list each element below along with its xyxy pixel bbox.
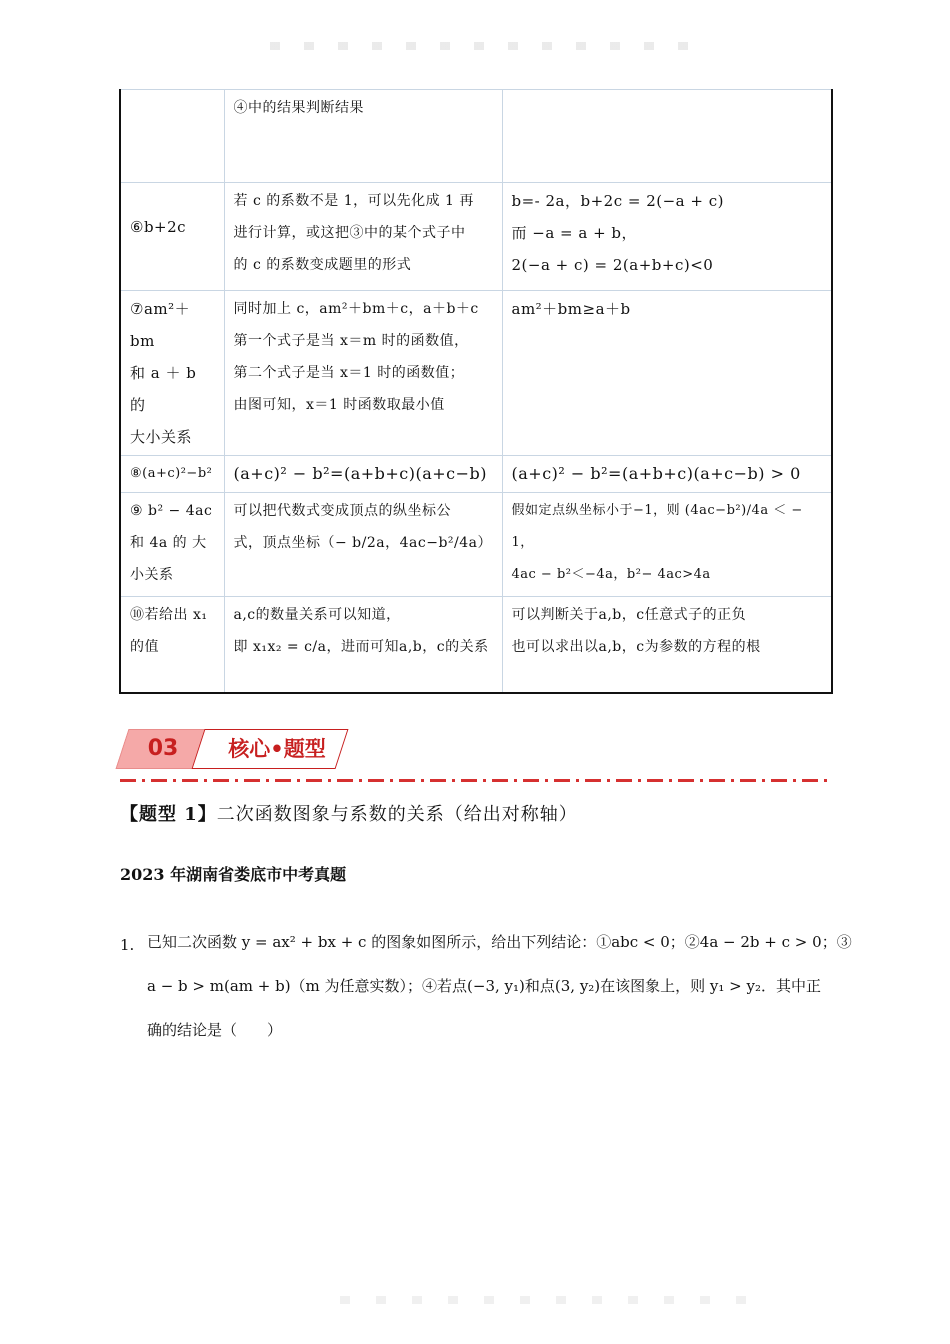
table-cell: 同时加上 c，am²＋bm＋c，a＋b＋c 第一个式子是当 x＝m 时的函数值， 第二个式子是当 x＝1 时的函数值； 由图可知，x＝1 时函数取最小值	[224, 291, 502, 456]
table-cell: 假如定点纵坐标小于−1，则 (4ac−b²)/4a ＜ − 1， 4ac − b²＜−4a，b²− 4ac>4a	[502, 493, 832, 597]
table-cell: 可以判断关于a,b，c任意式子的正负 也可以求出以a,b，c为参数的方程的根	[502, 597, 832, 693]
question-type-label: 【题型 1】	[120, 804, 217, 825]
table-cell: a,c的数量关系可以知道， 即 x₁x₂ = c/a，进而可知a,b，c的关系	[224, 597, 502, 693]
table-cell: am²＋bm≥a＋b	[502, 291, 832, 456]
table-cell: 可以把代数式变成顶点的纵坐标公 式，顶点坐标（− b/2a，4ac−b²/4a）	[224, 493, 502, 597]
dash-dot-divider	[120, 779, 828, 782]
table-cell: (a+c)² − b²=(a+b+c)(a+c−b)	[224, 456, 502, 493]
table-cell	[502, 90, 832, 183]
question-type-text: 二次函数图象与系数的关系（给出对称轴）	[216, 804, 578, 825]
table-cell: 若 c 的系数不是 1，可以先化成 1 再 进行计算，或这把③中的某个式子中 的 c 的系数变成题里的形式	[224, 183, 502, 291]
faded-footer-text	[340, 1296, 760, 1304]
table-row	[120, 183, 832, 291]
question-number: 1.	[120, 936, 135, 954]
table-cell: ⑥b+2c	[120, 183, 224, 291]
section-title: 核心•题型	[228, 737, 326, 761]
faded-header-text	[270, 42, 690, 50]
table-row	[120, 493, 832, 597]
question-line: 确的结论是（ ）	[147, 1021, 283, 1039]
knowledge-table	[119, 89, 833, 694]
table-cell: (a+c)² − b²=(a+b+c)(a+c−b) > 0	[502, 456, 832, 493]
table-cell: ④中的结果判断结果	[224, 90, 502, 183]
table-cell: ⑧(a+c)²−b²	[120, 456, 224, 493]
table-row	[120, 456, 832, 493]
table-cell: b=- 2a，b+2c = 2(−a + c) 而 −a = a + b， 2(−a + c) = 2(a+b+c)<0	[502, 183, 832, 291]
section-number: 03	[147, 736, 179, 761]
section-banner	[120, 725, 830, 787]
table-row	[120, 90, 832, 183]
question-line: 已知二次函数 y = ax² + bx + c 的图象如图所示，给出下列结论：①abc < 0；②4a − 2b + c > 0；③	[147, 933, 852, 951]
table-row	[120, 291, 832, 456]
table-cell: ⑦am²＋bm 和 a ＋ b 的 大小关系	[120, 291, 224, 456]
table-cell	[120, 90, 224, 183]
table-cell: ⑩若给出 x₁ 的值	[120, 597, 224, 693]
exam-source: 2023 年湖南省娄底市中考真题	[120, 865, 347, 884]
question-line: a − b > m(am + b)（m 为任意实数）；④若点(−3, y₁)和点(3, y₂)在该图象上，则 y₁ > y₂．其中正	[147, 977, 822, 995]
table-row	[120, 597, 832, 693]
table-cell: ⑨ b² − 4ac 和 4a 的 大 小关系	[120, 493, 224, 597]
question-type-heading	[120, 800, 578, 826]
